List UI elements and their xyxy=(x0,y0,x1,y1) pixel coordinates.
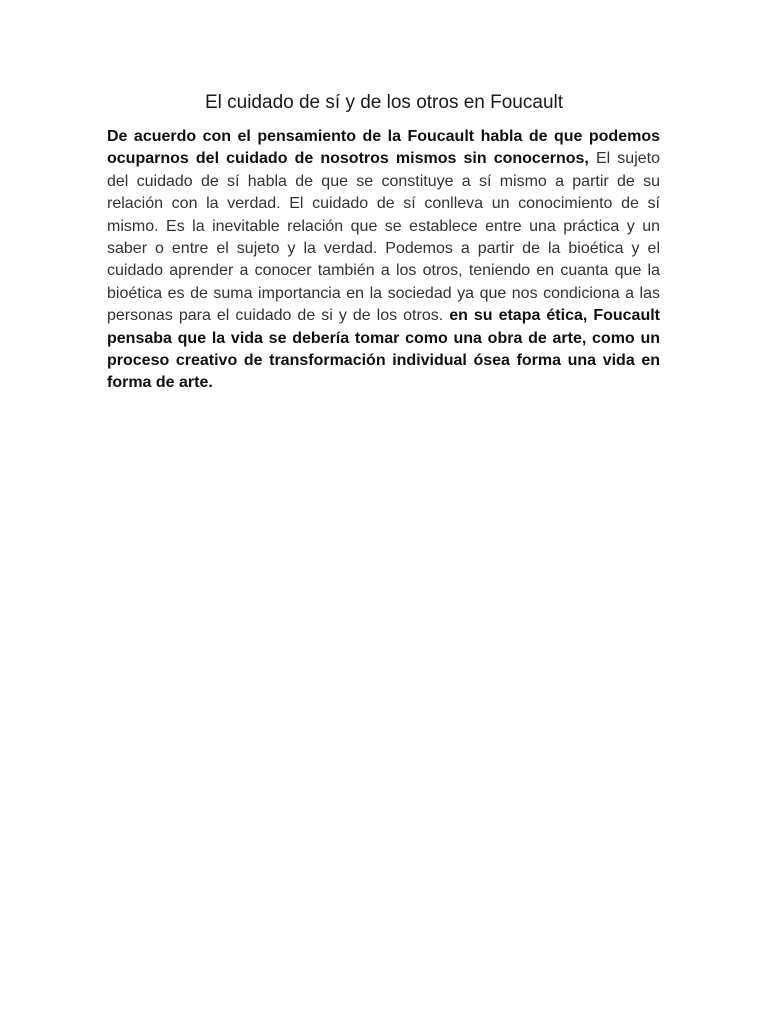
paragraph-segment-conclusion: en su etapa ética, Foucault pensaba que la vida se debería tomar como una obra de arte, como un proceso creativo de transformación individual ósea forma una vida en forma de arte. xyxy=(107,307,661,392)
document-paragraph xyxy=(107,126,660,395)
paragraph-segment-intro: De acuerdo con el pensamiento de la Foucault habla de que podemos ocuparnos del cuidado de nosotros mismos sin conocernos, xyxy=(107,128,660,168)
paragraph-segment-middle: El sujeto del cuidado de sí habla de que se constituye a sí mismo a partir de su relación con la verdad. El cuidado de sí conlleva un conocimiento de sí mismo. Es la inevitable relación que se establece entre una práctica y un saber o entre el sujeto y la verdad. Podemos a partir de la bioética y el cuidado aprender a conocer también a los otros, teniendo en cuanta que la bioética es de suma importancia en la sociedad ya que nos condiciona a las personas para el cuidado de si y de los otros. xyxy=(107,150,661,325)
document-title: El cuidado de sí y de los otros en Foucault xyxy=(204,92,564,113)
